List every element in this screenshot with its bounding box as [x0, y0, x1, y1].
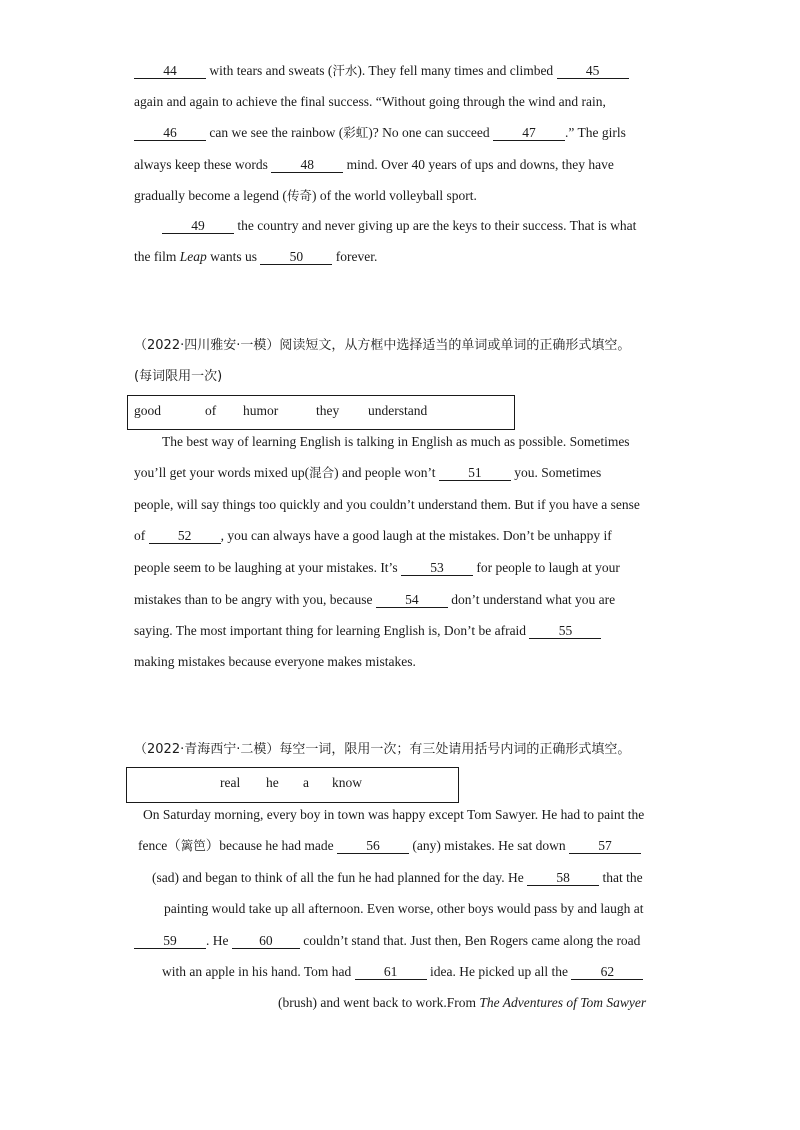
word-box-item: he	[266, 775, 279, 790]
text: ). They fell many times and climbed	[357, 63, 557, 78]
blank-46[interactable]: 46	[134, 125, 206, 141]
s3-line-1	[143, 806, 644, 824]
text: fence（	[138, 838, 181, 853]
text: of	[134, 528, 149, 543]
text: with an apple in his hand. Tom had	[162, 964, 355, 979]
text: couldn’t stand that. Just then, Ben Rogers came along the road	[299, 933, 641, 948]
blank-59[interactable]: 59	[134, 933, 206, 949]
text: that the	[599, 870, 643, 885]
word-box-3	[126, 767, 459, 803]
text: saying. The most important thing for learning English is, Don’t be afraid	[134, 623, 530, 638]
blank-49[interactable]: 49	[162, 218, 234, 234]
word-box-item: real	[220, 775, 241, 790]
text: (brush) and went back to work.From	[278, 995, 480, 1010]
s2-line-1	[162, 433, 630, 451]
text: with tears and sweats (	[206, 63, 333, 78]
s3-line-4	[164, 900, 644, 918]
p1-line-5	[134, 187, 477, 205]
text: (any) mistakes. He sat down	[408, 838, 570, 853]
s3-line-3	[152, 869, 643, 887]
text: ) of the world volleyball sport.	[311, 188, 477, 203]
text: .” The girls	[565, 125, 626, 140]
word-box-item: a	[303, 775, 309, 790]
p1-line-7	[134, 248, 377, 266]
s3-line-2	[138, 837, 641, 855]
blank-47[interactable]: 47	[493, 125, 565, 141]
text: again and again to achieve the final success. “Without going through the wind and rain,	[134, 94, 606, 109]
section3-heading: （2022·青海西宁·二模）每空一词，限用一次；有三处请用括号内词的正确形式填空。	[134, 742, 631, 757]
text: . He	[206, 933, 232, 948]
p1-line-1	[134, 62, 629, 80]
blank-60[interactable]: 60	[232, 933, 300, 949]
text: can we see the rainbow (	[206, 125, 344, 140]
text: mind. Over 40 years of ups and downs, they have	[343, 157, 614, 172]
s2-line-2	[134, 464, 601, 482]
text: ）because he had made	[205, 838, 337, 853]
section2-heading: （2022·四川雅安·一模）阅读短文，从方框中选择适当的单词或单词的正确形式填空。	[134, 338, 631, 353]
text: , you can always have a good laugh at the mistakes. Don’t be unhappy if	[220, 528, 612, 543]
text: making mistakes because everyone makes mistakes.	[134, 654, 416, 669]
s3-line-6	[162, 963, 643, 981]
cjk-gloss: 传奇	[286, 188, 312, 203]
s2-line-8	[134, 653, 416, 671]
blank-55[interactable]: 55	[529, 623, 601, 639]
blank-45[interactable]: 45	[557, 63, 629, 79]
film-title: Leap	[179, 249, 207, 264]
p1-line-3	[134, 124, 626, 142]
text: the country and never giving up are the keys to their success. That is what	[234, 218, 637, 233]
book-title: The Adventures of Tom Sawyer	[479, 995, 647, 1010]
cjk-gloss: 混合	[309, 465, 335, 480]
word-box-item: humor	[243, 403, 279, 418]
blank-53[interactable]: 53	[401, 560, 473, 576]
s2-line-6	[134, 591, 615, 609]
text: you. Sometimes	[510, 465, 602, 480]
section2-heading-note: (每词限用一次)	[134, 369, 223, 384]
text: forever.	[332, 249, 378, 264]
s2-line-4	[134, 527, 612, 545]
text: (sad) and began to think of all the fun he had planned for the day. He	[152, 870, 528, 885]
text: people, will say things too quickly and you couldn’t understand them. But if you have a sense	[134, 497, 640, 512]
text: idea. He picked up all the	[426, 964, 572, 979]
blank-51[interactable]: 51	[439, 465, 511, 481]
blank-54[interactable]: 54	[376, 592, 448, 608]
text: you’ll get your words mixed up(	[134, 465, 310, 480]
blank-44[interactable]: 44	[134, 63, 206, 79]
text: for people to laugh at your	[472, 560, 620, 575]
blank-58[interactable]: 58	[527, 870, 599, 886]
text: mistakes than to be angry with you, because	[134, 592, 376, 607]
text: )? No one can succeed	[368, 125, 494, 140]
word-box-item: they	[316, 403, 340, 418]
text: people seem to be laughing at your mistakes. It’s	[134, 560, 401, 575]
s2-line-5	[134, 559, 620, 577]
text: The best way of learning English is talking in English as much as possible. Sometimes	[162, 434, 630, 449]
text: wants us	[206, 249, 261, 264]
blank-62[interactable]: 62	[571, 964, 643, 980]
s2-line-3	[134, 496, 640, 514]
word-box-item: of	[205, 403, 217, 418]
text: gradually become a legend (	[134, 188, 287, 203]
word-box-item: know	[332, 775, 362, 790]
blank-52[interactable]: 52	[149, 528, 221, 544]
blank-50[interactable]: 50	[260, 249, 332, 265]
s2-line-7	[134, 622, 601, 640]
p1-line-2	[134, 93, 606, 111]
word-box-item: understand	[368, 403, 428, 418]
s3-line-7	[278, 994, 646, 1012]
text: don’t understand what you are	[447, 592, 616, 607]
word-box-2	[127, 395, 515, 430]
p1-line-6	[162, 217, 636, 235]
text: the film	[134, 249, 180, 264]
blank-48[interactable]: 48	[271, 157, 343, 173]
blank-61[interactable]: 61	[355, 964, 427, 980]
text: ) and people won’t	[334, 465, 439, 480]
s3-line-5	[134, 932, 640, 950]
text: On Saturday morning, every boy in town was happy except Tom Sawyer. He had to paint the	[143, 807, 645, 822]
text: always keep these words	[134, 157, 272, 172]
blank-57[interactable]: 57	[569, 838, 641, 854]
p1-line-4	[134, 156, 614, 174]
cjk-gloss: 篱笆	[180, 838, 206, 853]
cjk-gloss: 彩虹	[343, 125, 369, 140]
cjk-gloss: 汗水	[332, 63, 358, 78]
word-box-item: good	[134, 403, 161, 418]
blank-56[interactable]: 56	[337, 838, 409, 854]
text: painting would take up all afternoon. Even worse, other boys would pass by and laugh at	[164, 901, 644, 916]
